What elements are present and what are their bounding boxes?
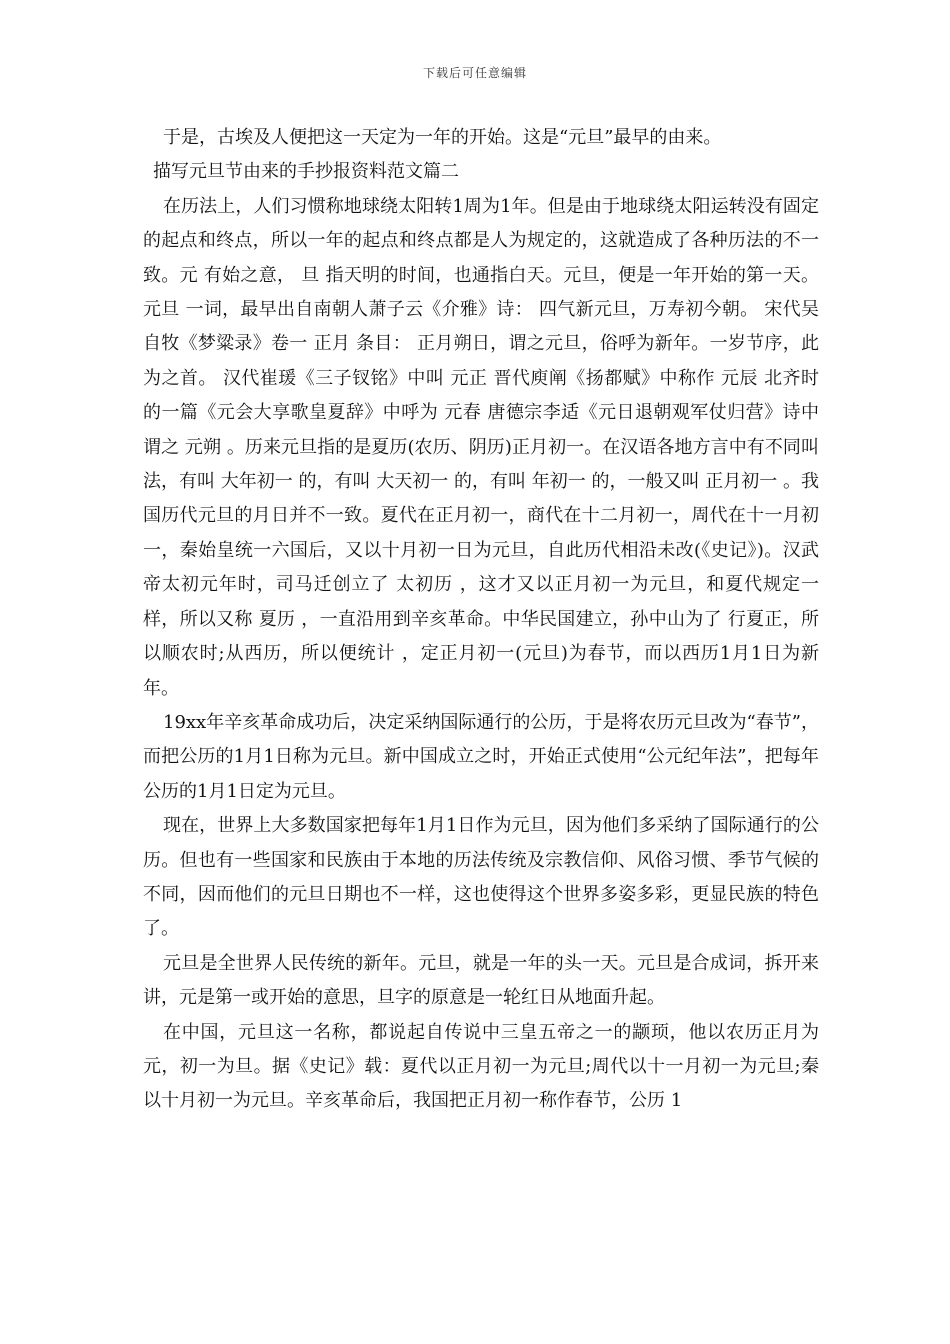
paragraph-calendar-history: 在历法上，人们习惯称地球绕太阳转1周为1年。但是由于地球绕太阳运转没有固定的起点和终点，所以一年的起点和终点都是人为规定的，这就造成了各种历法的不一致。元 有始之意， 旦 指天明的时间，也通指白天。元旦，便是一年开始的第一天。 元旦 一词，最早出自南朝人萧子云《介雅》诗： 四气新元旦，万寿初今朝。 宋代吴自牧《梦粱录》卷一 正月 条目： 正月朔日，谓之元旦，俗呼为新年。一岁节序，此为之首。 汉代崔瑗《三子钗铭》中叫 元正 晋代庾阐《扬都赋》中称作 元辰 北齐时的一篇《元会大享歌皇夏辞》中呼为 元春 唐德宗李适《元日退朝观军仗归营》诗中谓之 元朔 。历来元旦指的是夏历(农历、阴历)正月初一。在汉语各地方言中有不同叫法，有叫 大年初一 的，有叫 大天初一 的，有叫 年初一 的，一般又叫 正月初一 。我国历代元旦的月日并不一致。夏代在正月初一，商代在十二月初一，周代在十一月初一，秦始皇统一六国后，又以十月初一日为元旦，自此历代相沿未改(《史记》)。汉武帝太初元年时，司马迁创立了 太初历 ，这才又以正月初一为元旦，和夏代规定一样，所以又称 夏历 ，一直沿用到辛亥革命。中华民国建立，孙中山为了 行夏正，所以顺农时;从西历，所以便统计 ，定正月初一(元旦)为春节，而以西历1月1日为新年。 bbox=[143, 195, 819, 699]
document-body bbox=[143, 121, 819, 1119]
paragraph-china-origin: 在中国，元旦这一名称，都说起自传说中三皇五帝之一的颛顼，他以农历正月为元，初一为旦。据《史记》载：夏代以正月初一为元旦;周代以十一月初一为元旦;秦以十月初一为元旦。辛亥革命后，我国把正月初一称作春节，公历 1 bbox=[143, 1021, 819, 1112]
paragraph-xinhai-revolution: 19xx年辛亥革命成功后，决定采纳国际通行的公历，于是将农历元旦改为“春节”，而把公历的1月1日称为元旦。新中国成立之时，开始正式使用“公元纪年法”，把每年公历的1月1日定为元旦。 bbox=[143, 711, 819, 802]
paragraph-new-year-meaning: 元旦是全世界人民传统的新年。元旦，就是一年的头一天。元旦是合成词，拆开来讲，元是第一或开始的意思，旦字的原意是一轮红日从地面升起。 bbox=[143, 952, 819, 1009]
page-header: 下载后可任意编辑 bbox=[422, 66, 527, 80]
paragraph-world-countries: 现在，世界上大多数国家把每年1月1日作为元旦，因为他们多采纳了国际通行的公历。但也有一些国家和民族由于本地的历法传统及宗教信仰、风俗习惯、季节气候的不同，因而他们的元旦日期也不一样，这也使得这个世界多姿多彩，更显民族的特色了。 bbox=[143, 815, 819, 940]
section-heading: 描写元旦节由来的手抄报资料范文篇二 bbox=[153, 161, 459, 183]
paragraph-origin-egypt: 于是，古埃及人便把这一天定为一年的开始。这是“元旦”最早的由来。 bbox=[163, 127, 722, 148]
